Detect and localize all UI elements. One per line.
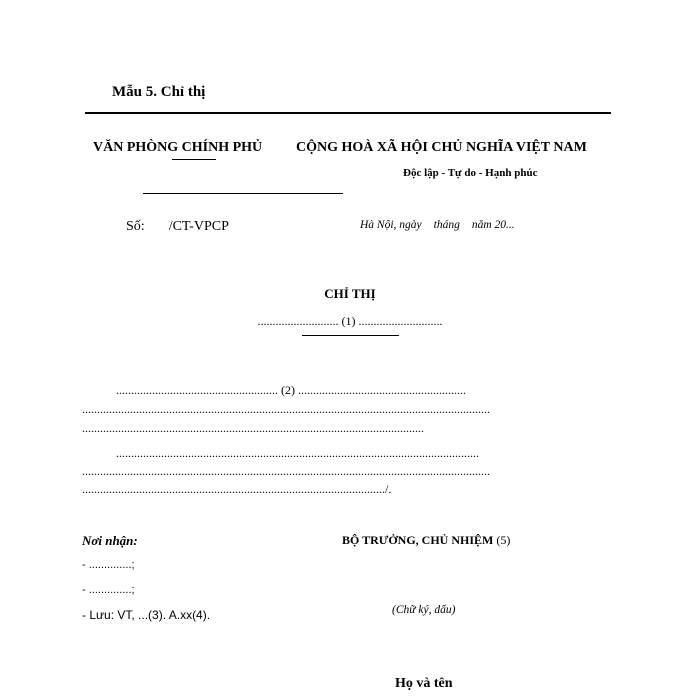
country-name: CỘNG HOÀ XÃ HỘI CHỦ NGHĨA VIỆT NAM bbox=[296, 140, 587, 155]
signer-position: BỘ TRƯỞNG, CHỦ NHIỆM bbox=[342, 533, 494, 547]
signer-position-note: (5) bbox=[496, 533, 511, 547]
place-date bbox=[360, 219, 515, 231]
document-number bbox=[126, 219, 229, 235]
number-code: /CT-VPCP bbox=[168, 219, 229, 234]
national-motto: Độc lập - Tự do - Hạnh phúc bbox=[403, 167, 538, 179]
recipient-item: - ..............; bbox=[82, 584, 135, 596]
top-rule bbox=[85, 112, 611, 114]
recipients-label: Nơi nhận: bbox=[82, 533, 138, 548]
document-subject: ........................... (1) ............................ bbox=[257, 314, 443, 328]
signature-note: (Chữ ký, dấu) bbox=[392, 604, 456, 616]
body-paragraph1-line2: ........................................................................................................................................ bbox=[82, 402, 490, 416]
year-label: năm 20... bbox=[471, 219, 515, 231]
agency-name: VĂN PHÒNG CHÍNH PHỦ bbox=[93, 140, 263, 155]
subject-underline bbox=[302, 335, 399, 336]
place-day: Hà Nội, ngày bbox=[360, 219, 422, 231]
body-paragraph1-line1: ...................................................... (2) ........................................................ bbox=[116, 383, 466, 397]
recipient-item: - ..............; bbox=[82, 559, 135, 571]
body-paragraph2-line2: ........................................................................................................................................ bbox=[82, 464, 490, 478]
body-paragraph2-line3: ...................................................................................................../. bbox=[82, 482, 392, 496]
form-label: Mẫu 5. Chỉ thị bbox=[112, 84, 206, 100]
agency-separator-rule bbox=[143, 193, 343, 194]
document-type-title: CHỈ THỊ bbox=[324, 286, 376, 301]
agency-underline bbox=[172, 159, 216, 160]
archive-note: - Lưu: VT, ...(3). A.xx(4). bbox=[82, 608, 211, 622]
body-paragraph2-line1: ......................................................................................................................... bbox=[116, 446, 479, 460]
number-label: Số: bbox=[126, 219, 145, 234]
signer-title bbox=[342, 533, 510, 548]
month-label: tháng bbox=[433, 219, 460, 231]
signer-name: Họ và tên bbox=[395, 676, 453, 691]
body-paragraph1-line3: .................................................................................................................. bbox=[82, 421, 424, 435]
